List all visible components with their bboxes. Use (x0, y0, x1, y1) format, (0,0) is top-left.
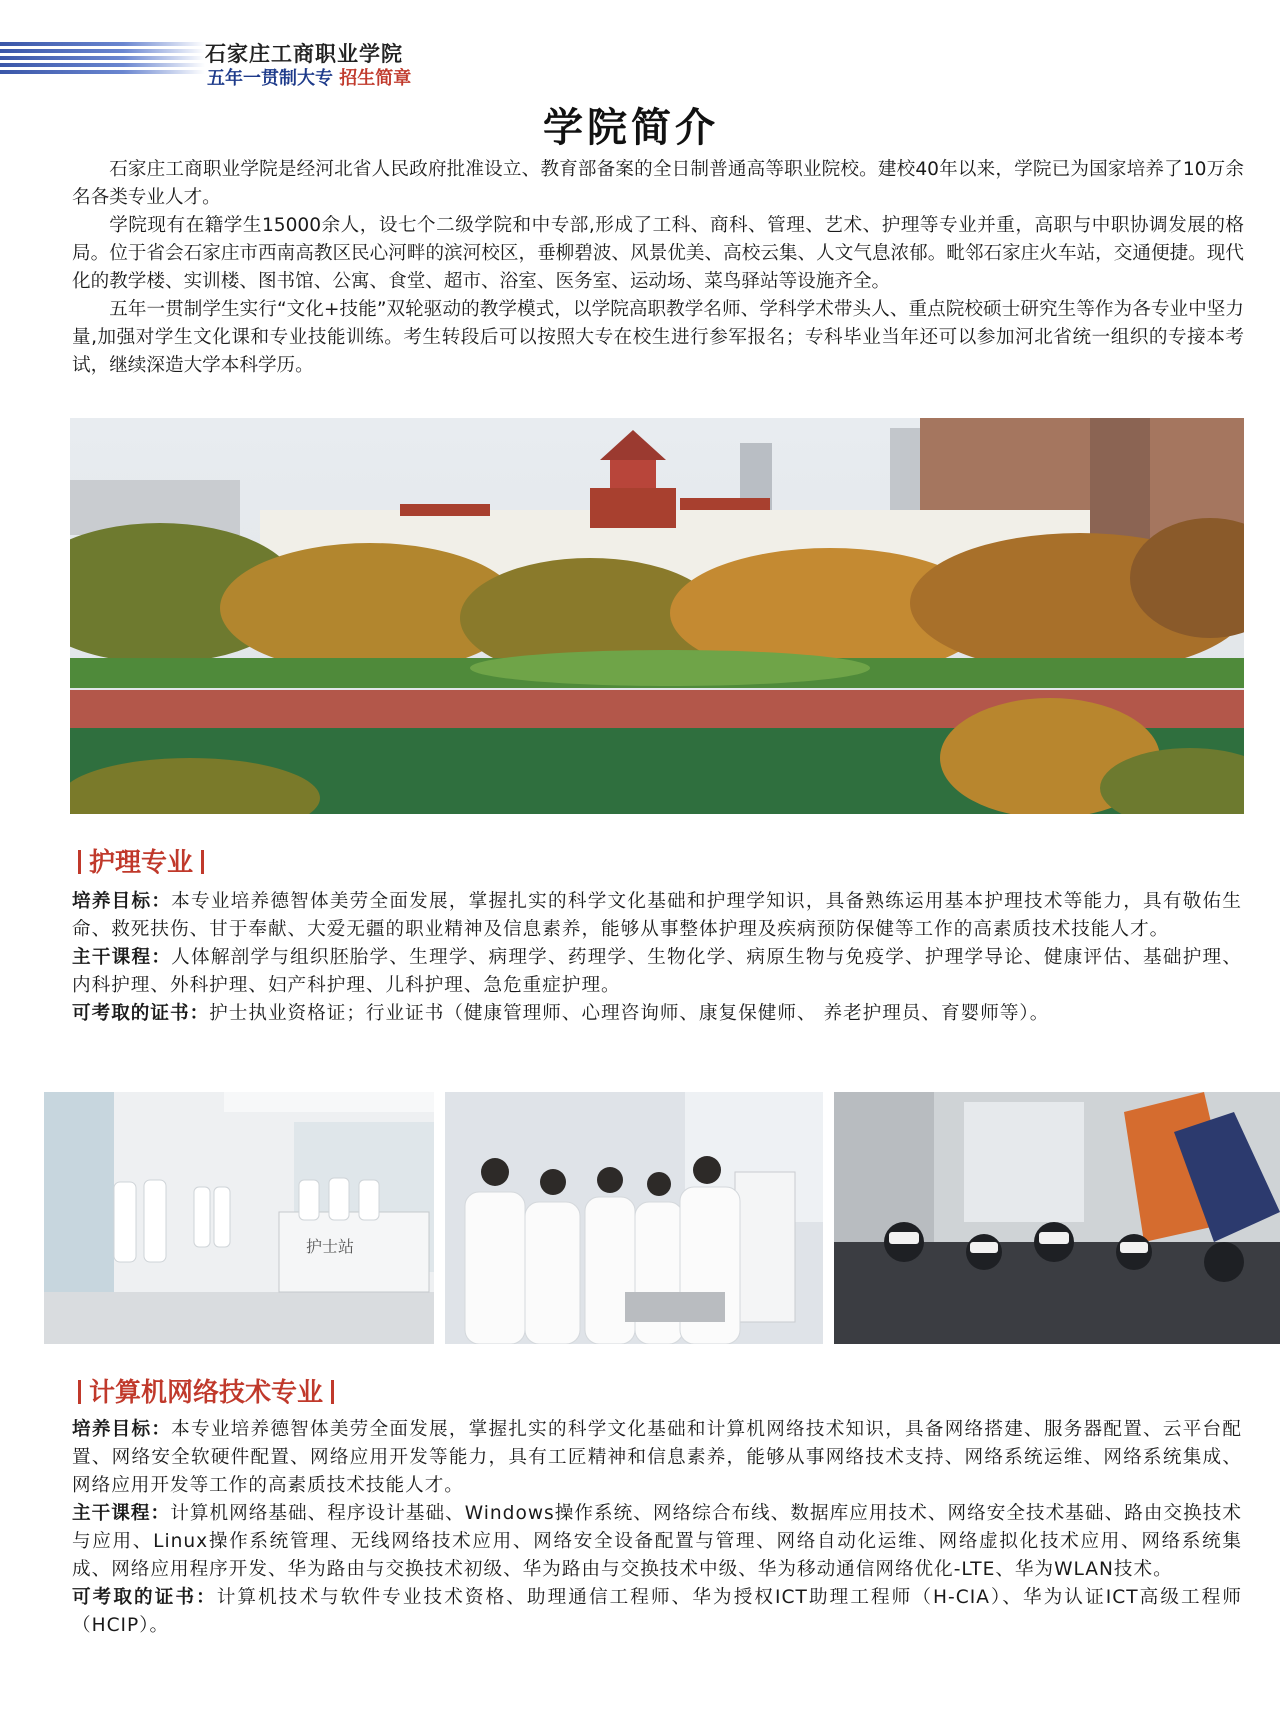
intro-paragraph-2: 学院现有在籍学生15000余人，设七个二级学院和中专部,形成了工科、商科、管理、艺术、护理等专业并重，高职与中职协调发展的格局。位于省会石家庄市西南高教区民心河畔的滨河校区，垂柳碧波、风景优美、高校云集、人文气息浓郁。毗邻石家庄火车站，交通便捷。现代化的教学楼、实训楼、图书馆、公寓、食堂、超市、浴室、医务室、运动场、菜鸟驿站等设施齐全。 (72, 215, 1244, 292)
school-name: 石家庄工商职业学院 (205, 41, 403, 66)
title-bar-right (201, 850, 204, 874)
tagline-program: 五年一贯制大专 (207, 68, 333, 89)
network-details (72, 1416, 1242, 1640)
nursing-goal (72, 888, 1242, 944)
title-bar-right (331, 1380, 334, 1404)
network-courses (72, 1500, 1242, 1584)
intro-section (72, 156, 1244, 380)
campus-photo (70, 418, 1244, 814)
nursing-cert-text: 护士执业资格证；行业证书（健康管理师、心理咨询师、康复保健师、 养老护理员、育婴师等）。 (209, 1003, 1050, 1024)
network-cert-text: 计算机技术与软件专业技术资格、助理通信工程师、华为授权ICT助理工程师（H-CIA）、华为认证ICT高级工程师（HCIP）。 (72, 1587, 1242, 1636)
nursing-goal-label: 培养目标： (72, 891, 172, 912)
nursing-details (72, 888, 1242, 1028)
nursing-courses (72, 944, 1242, 1000)
tagline-admission: 招生简章 (339, 68, 412, 89)
page-title: 学院简介 (543, 104, 719, 151)
intro-paragraph-3: 五年一贯制学生实行“文化+技能”双轮驱动的教学模式，以学院高职教学名师、学科学术带头人、重点院校硕士研究生等作为各专业中坚力量,加强对学生文化课和专业技能训练。考生转段后可以按照大专在校生进行参军报名；专科毕业当年还可以参加河北省统一组织的专接本考试，继续深造大学本科学历。 (72, 299, 1244, 376)
network-section-title (70, 1372, 342, 1409)
nursing-students-photo (445, 1092, 823, 1344)
nursing-section-title (70, 842, 212, 879)
nursing-goal-text: 本专业培养德智体美劳全面发展，掌握扎实的科学文化基础和护理学知识，具备熟练运用基本护理技术等能力，具有敬佑生命、救死扶伤、甘于奉献、大爱无疆的职业精神及信息素养，能够从事整体护理及疾病预防保健等工作的高素质技术技能人才。 (72, 891, 1242, 940)
network-goal-label: 培养目标： (72, 1419, 172, 1440)
nursing-certs (72, 1000, 1242, 1028)
network-course-label: 主干课程： (72, 1503, 171, 1524)
title-bar-left (78, 1380, 81, 1404)
network-course-text: 计算机网络基础、程序设计基础、Windows操作系统、网络综合布线、数据库应用技术、网络安全技术基础、路由交换技术与应用、Linux操作系统管理、无线网络技术应用、网络安全设备配置与管理、网络自动化运维、网络虚拟化技术应用、网络系统集成、网络应用程序开发、华为路由与交换技术初级、华为路由与交换技术中级、华为移动通信网络优化-LTE、华为WLAN技术。 (72, 1503, 1242, 1580)
vr-classroom-photo (834, 1092, 1280, 1344)
nursing-station-photo (44, 1092, 434, 1344)
tagline (207, 64, 411, 90)
nursing-cert-label: 可考取的证书： (72, 1003, 210, 1024)
title-bar-left (78, 850, 81, 874)
intro-paragraph-1: 石家庄工商职业学院是经河北省人民政府批准设立、教育部备案的全日制普通高等职业院校。建校40年以来，学院已为国家培养了10万余名各类专业人才。 (72, 159, 1244, 208)
network-goal (72, 1416, 1242, 1500)
nursing-course-label: 主干课程： (72, 947, 172, 968)
network-title-text: 计算机网络技术专业 (89, 1378, 324, 1408)
nursing-course-text: 人体解剖学与组织胚胎学、生理学、病理学、药理学、生物化学、病原生物与免疫学、护理学导论、健康评估、基础护理、内科护理、外科护理、妇产科护理、儿科护理、急危重症护理。 (72, 947, 1242, 996)
network-cert-label: 可考取的证书： (72, 1587, 217, 1608)
header-stripes (0, 42, 205, 80)
nurse-station-sign: 护士站 (306, 1237, 355, 1256)
nursing-title-text: 护理专业 (89, 848, 194, 878)
network-certs (72, 1584, 1242, 1640)
network-goal-text: 本专业培养德智体美劳全面发展，掌握扎实的科学文化基础和计算机网络技术知识，具备网络搭建、服务器配置、云平台配置、网络安全软硬件配置、网络应用开发等能力，具有工匠精神和信息素养，能够从事网络技术支持、网络系统运维、网络系统集成、网络应用开发等工作的高素质技术技能人才。 (72, 1419, 1242, 1496)
brochure-header (0, 34, 460, 92)
